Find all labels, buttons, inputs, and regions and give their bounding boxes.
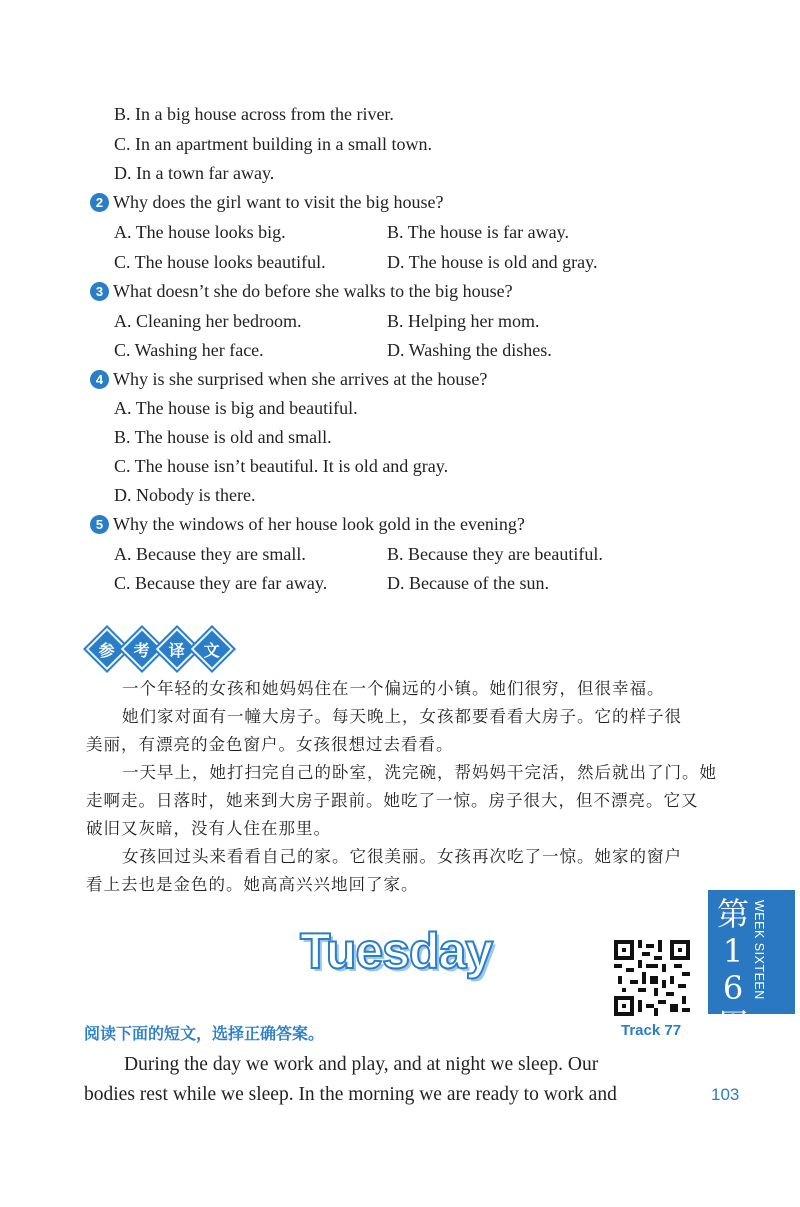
- translation-line: 一个年轻的女孩和她妈妈住在一个偏远的小镇。她们很穷，但很幸福。: [122, 679, 665, 698]
- section-title: Tuesday: [300, 923, 493, 979]
- passage-line: bodies rest while we sleep. In the morning we are ready to work and: [84, 1084, 617, 1105]
- question-3: [90, 281, 513, 302]
- q2-option-a: A. The house looks big.: [114, 222, 286, 242]
- week-english-label: WEEK SIXTEEN: [752, 900, 766, 1000]
- question-4: [90, 369, 487, 390]
- question-2: [90, 192, 443, 213]
- q4-option-c: C. The house isn’t beautiful. It is old and gray.: [114, 456, 449, 476]
- passage-line: During the day we work and play, and at night we sleep. Our: [124, 1054, 599, 1075]
- week-chinese-label: 第16周: [716, 895, 749, 1044]
- question-number-badge: 5: [90, 515, 109, 534]
- q1-option-b: B. In a big house across from the river.: [114, 104, 394, 124]
- question-5: [90, 514, 525, 535]
- q3-option-b: B. Helping her mom.: [387, 311, 540, 331]
- instruction-text: 阅读下面的短文，选择正确答案。: [84, 1024, 325, 1043]
- q4-option-b: B. The house is old and small.: [114, 427, 332, 447]
- badge-char: 译: [156, 628, 198, 670]
- q2-option-d: D. The house is old and gray.: [387, 252, 598, 272]
- question-text: Why does the girl want to visit the big house?: [113, 192, 444, 212]
- week-side-tab: [708, 890, 795, 1044]
- question-text: What doesn’t she do before she walks to the big house?: [113, 281, 513, 301]
- question-number-badge: 2: [90, 193, 109, 212]
- badge-char: 文: [191, 628, 233, 670]
- qr-code-icon[interactable]: [614, 940, 690, 1016]
- reference-translation-badge: [92, 634, 232, 664]
- question-number-badge: 3: [90, 282, 109, 301]
- audio-track-label[interactable]: Track 77: [621, 1022, 682, 1039]
- translation-line: 她们家对面有一幢大房子。每天晚上，女孩都要看看大房子。它的样子很: [122, 707, 682, 726]
- question-text: Why the windows of her house look gold in the evening?: [113, 514, 525, 534]
- translation-line: 看上去也是金色的。她高高兴兴地回了家。: [86, 875, 419, 894]
- translation-line: 女孩回过头来看看自己的家。它很美丽。女孩再次吃了一惊。她家的窗户: [122, 847, 682, 866]
- question-number-badge: 4: [90, 370, 109, 389]
- translation-line: 破旧又灰暗，没有人住在那里。: [86, 819, 331, 838]
- q5-option-b: B. Because they are beautiful.: [387, 544, 603, 564]
- q3-option-c: C. Washing her face.: [114, 340, 264, 360]
- q4-option-d: D. Nobody is there.: [114, 485, 256, 505]
- q2-option-c: C. The house looks beautiful.: [114, 252, 326, 272]
- q1-option-c: C. In an apartment building in a small town.: [114, 134, 432, 154]
- question-text: Why is she surprised when she arrives at the house?: [113, 369, 488, 389]
- q2-option-b: B. The house is far away.: [387, 222, 569, 242]
- q5-option-d: D. Because of the sun.: [387, 573, 549, 593]
- q3-option-a: A. Cleaning her bedroom.: [114, 311, 302, 331]
- q5-option-a: A. Because they are small.: [114, 544, 306, 564]
- translation-line: 一天早上，她打扫完自己的卧室，洗完碗，帮妈妈干完活，然后就出了门。她: [122, 763, 717, 782]
- page-number: 103: [711, 1085, 740, 1104]
- badge-char: 考: [121, 628, 163, 670]
- translation-line: 美丽，有漂亮的金色窗户。女孩很想过去看看。: [86, 735, 454, 754]
- q5-option-c: C. Because they are far away.: [114, 573, 328, 593]
- q1-option-d: D. In a town far away.: [114, 163, 275, 183]
- q3-option-d: D. Washing the dishes.: [387, 340, 552, 360]
- translation-line: 走啊走。日落时，她来到大房子跟前。她吃了一惊。房子很大，但不漂亮。它又: [86, 791, 699, 810]
- q4-option-a: A. The house is big and beautiful.: [114, 398, 358, 418]
- badge-char: 参: [86, 628, 128, 670]
